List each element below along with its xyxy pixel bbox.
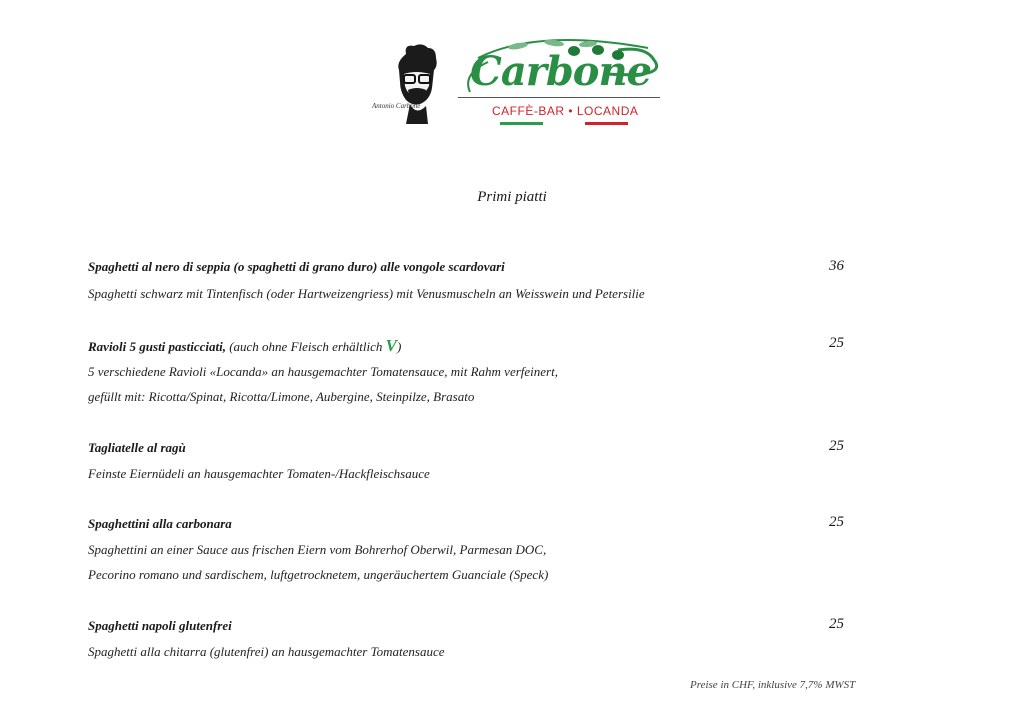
vegetarian-icon: V <box>385 336 397 355</box>
menu-item-price: 25 <box>829 438 844 454</box>
brand-tagline: CAFFÈ-BAR • LOCANDA <box>492 104 639 118</box>
flag-white <box>543 122 586 125</box>
menu-item-name: Spaghetti al nero di seppia (o spaghetti di grano duro) alle vongole scardovari <box>88 259 505 274</box>
menu-item-price: 25 <box>829 616 844 632</box>
menu-item-description: Feinste Eiernüdeli an hausgemachter Tomaten-/Hackfleischsauce <box>88 466 430 481</box>
menu-item-description: Spaghetti schwarz mit Tintenfisch (oder Hartweizengriess) mit Venusmuscheln an Weisswein und Petersilie <box>88 286 645 301</box>
menu-item-name: Spaghetti napoli glutenfrei <box>88 618 232 633</box>
menu-item-description: Spaghetti alla chitarra (glutenfrei) an hausgemachter Tomatensauce <box>88 644 445 659</box>
menu-item-price: 25 <box>829 514 844 530</box>
menu-item-name: Spaghettini alla carbonara <box>88 516 232 531</box>
brand-divider <box>458 97 660 98</box>
menu-item-name: Tagliatelle al ragù <box>88 440 186 455</box>
menu-item-description: Spaghettini an einer Sauce aus frischen Eiern vom Bohrerhof Oberwil, Parmesan DOC, <box>88 542 547 557</box>
italian-flag-stripe <box>500 122 628 125</box>
menu-item-price: 36 <box>829 258 844 274</box>
flag-red <box>585 122 628 125</box>
menu-item-name-text: Ravioli 5 gusti pasticciati, <box>88 339 226 354</box>
menu-item-description: gefüllt mit: Ricotta/Spinat, Ricotta/Limone, Aubergine, Steinpilze, Brasato <box>88 389 475 404</box>
menu-item-price: 25 <box>829 335 844 351</box>
price-footnote: Preise in CHF, inklusive 7,7% MWST <box>690 679 856 691</box>
chef-portrait-icon <box>366 40 456 124</box>
section-title: Primi piatti <box>477 189 547 205</box>
menu-item-description: 5 verschiedene Ravioli «Locanda» an hausgemachter Tomatensauce, mit Rahm verfeinert, <box>88 364 558 379</box>
vegetarian-note-open: (auch ohne Fleisch erhältlich <box>225 339 386 354</box>
chef-signature: Antonio Carbone <box>372 102 421 110</box>
vegetarian-note-close: ) <box>397 339 402 354</box>
menu-item-name <box>88 336 401 356</box>
brand-name: Carbone <box>470 48 652 95</box>
menu-item-description: Pecorino romano und sardischem, luftgetrocknetem, ungeräuchertem Guanciale (Speck) <box>88 567 549 582</box>
flag-green <box>500 122 543 125</box>
restaurant-logo <box>366 34 666 130</box>
